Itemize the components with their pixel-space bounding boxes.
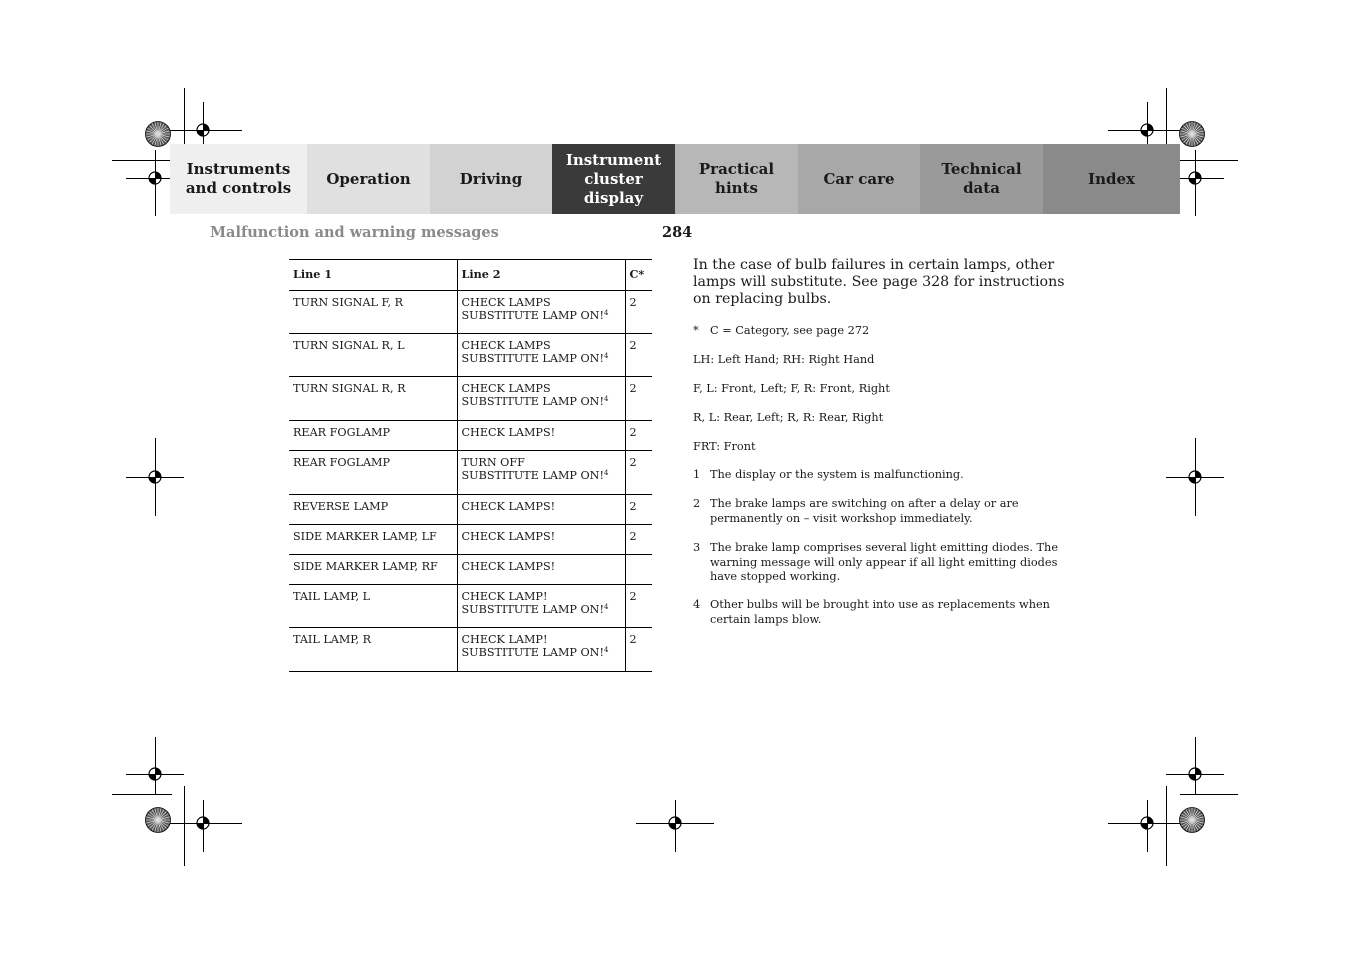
crop-line xyxy=(1180,794,1238,795)
cell-line1: TURN SIGNAL R, R xyxy=(289,377,457,421)
registration-mark-icon xyxy=(194,121,212,139)
footnote-text: The brake lamp comprises several light emitting diodes. The warning message will only appear if all light emitting diodes have stopped working. xyxy=(710,541,1059,583)
section-title: Malfunction and warning messages xyxy=(210,224,499,241)
crop-line xyxy=(112,794,172,795)
cell-line1: TAIL LAMP, R xyxy=(289,628,457,672)
cell-category: 2 xyxy=(629,500,637,513)
registration-mark-icon xyxy=(666,814,684,832)
footnote-ref: 4 xyxy=(603,646,609,654)
cell-line2 xyxy=(457,421,625,451)
cell-line2-text: CHECK LAMPS! xyxy=(461,560,556,573)
crop-line xyxy=(112,160,172,161)
table-row xyxy=(289,377,652,421)
footnote-item xyxy=(693,324,1063,339)
registration-mark-icon xyxy=(146,169,164,187)
registration-mark-icon xyxy=(146,468,164,486)
tab-practical-hints[interactable] xyxy=(675,144,798,214)
footnote-text: Other bulbs will be brought into use as replacements when certain lamps blow. xyxy=(710,598,1050,626)
cell-line2-text: SUBSTITUTE LAMP ON! xyxy=(461,309,604,322)
color-rosette-icon xyxy=(1179,121,1205,147)
footnote-number: 3 xyxy=(693,541,701,554)
cell-line2-text: CHECK LAMPS xyxy=(461,382,551,395)
footnote-item xyxy=(693,598,1063,627)
cell-line2 xyxy=(457,555,625,585)
crop-line xyxy=(184,786,185,866)
footnote-number: 2 xyxy=(693,497,701,510)
cell-line2 xyxy=(457,377,625,421)
cell-line2-text: SUBSTITUTE LAMP ON! xyxy=(461,646,604,659)
footnote-number: * xyxy=(693,324,699,337)
abbreviation-item xyxy=(693,382,1063,397)
cell-line1: REVERSE LAMP xyxy=(289,495,457,525)
abbreviation-text: F, L: Front, Left; F, R: Front, Right xyxy=(693,382,890,395)
registration-mark-icon xyxy=(146,765,164,783)
tab-label: Instruments and controls xyxy=(185,160,292,197)
tab-instrument-cluster-display[interactable] xyxy=(552,144,675,214)
cell-line2-text: CHECK LAMPS! xyxy=(461,500,556,513)
cell-line2 xyxy=(457,451,625,495)
color-rosette-icon xyxy=(145,121,171,147)
table-row xyxy=(289,628,652,672)
cell-line2 xyxy=(457,628,625,672)
tab-label: Instrument cluster display xyxy=(565,150,662,207)
cell-line1: TAIL LAMP, L xyxy=(289,585,457,628)
cell-line2 xyxy=(457,585,625,628)
cell-line2-text: SUBSTITUTE LAMP ON! xyxy=(461,603,604,616)
abbreviation-text: FRT: Front xyxy=(693,440,756,453)
cell-line1: REAR FOGLAMP xyxy=(289,421,457,451)
abbreviation-item xyxy=(693,353,1063,368)
cell-line2-text: CHECK LAMPS xyxy=(461,296,551,309)
registration-mark-icon xyxy=(194,814,212,832)
cell-line2 xyxy=(457,495,625,525)
footnote-text: The display or the system is malfunctioning. xyxy=(710,468,964,481)
tab-label: Driving xyxy=(459,169,523,188)
abbreviation-item xyxy=(693,411,1063,426)
footnote-ref: 4 xyxy=(603,352,609,360)
column-header-category: C* xyxy=(629,267,645,281)
tab-driving[interactable] xyxy=(430,144,552,214)
footnote-number: 4 xyxy=(693,598,701,611)
tab-label: Index xyxy=(1088,169,1135,188)
cell-line2-text: SUBSTITUTE LAMP ON! xyxy=(461,352,604,365)
footnote-item xyxy=(693,541,1063,585)
cell-line1: TURN SIGNAL F, R xyxy=(289,291,457,334)
crop-line xyxy=(1180,160,1238,161)
tab-label: Practical hints xyxy=(698,160,775,197)
table-row xyxy=(289,585,652,628)
cell-line1: SIDE MARKER LAMP, RF xyxy=(289,555,457,585)
color-rosette-icon xyxy=(145,807,171,833)
cell-category: 2 xyxy=(629,426,637,439)
registration-mark-icon xyxy=(1138,121,1156,139)
abbreviation-text: LH: Left Hand; RH: Right Hand xyxy=(693,353,875,366)
registration-mark-icon xyxy=(1186,468,1204,486)
tab-operation[interactable] xyxy=(307,144,430,214)
cell-line2-text: CHECK LAMPS! xyxy=(461,426,556,439)
table-row xyxy=(289,334,652,377)
footnote-ref: 4 xyxy=(603,309,609,317)
registration-mark-icon xyxy=(1138,814,1156,832)
column-header-line1: Line 1 xyxy=(289,260,457,291)
cell-line2-text: SUBSTITUTE LAMP ON! xyxy=(461,469,604,482)
table-row xyxy=(289,525,652,555)
cell-line2-text: SUBSTITUTE LAMP ON! xyxy=(461,395,604,408)
cell-line2-text: CHECK LAMPS! xyxy=(461,530,556,543)
tab-label: Car care xyxy=(823,169,895,188)
tab-car-care[interactable] xyxy=(798,144,920,214)
cell-line2 xyxy=(457,334,625,377)
cell-line1: SIDE MARKER LAMP, LF xyxy=(289,525,457,555)
chapter-tab-bar xyxy=(170,144,1180,214)
cell-category: 2 xyxy=(629,382,637,395)
footnote-text: The brake lamps are switching on after a delay or are permanently on – visit workshop immediately. xyxy=(710,497,1019,525)
cell-category: 2 xyxy=(629,530,637,543)
tab-index[interactable] xyxy=(1043,144,1180,214)
crop-line xyxy=(1166,786,1167,866)
footnote-number: 1 xyxy=(693,468,701,481)
warning-messages-table xyxy=(289,259,652,672)
cell-category: 2 xyxy=(629,590,637,603)
table-row xyxy=(289,451,652,495)
tab-technical-data[interactable] xyxy=(920,144,1043,214)
footnote-ref: 4 xyxy=(603,395,609,403)
footnote-text: C = Category, see page 272 xyxy=(710,324,870,337)
page-number: 284 xyxy=(662,224,693,241)
cell-category: 2 xyxy=(629,296,637,309)
cell-line1: REAR FOGLAMP xyxy=(289,451,457,495)
cell-line2-text: CHECK LAMP! xyxy=(461,633,548,646)
cell-line2-text: CHECK LAMPS xyxy=(461,339,551,352)
tab-label: Technical data xyxy=(941,160,1022,197)
footnote-ref: 4 xyxy=(603,469,609,477)
registration-mark-icon xyxy=(1186,169,1204,187)
cell-line2-text: TURN OFF xyxy=(461,456,525,469)
table-row xyxy=(289,555,652,585)
abbreviation-item xyxy=(693,440,1063,455)
abbreviation-text: R, L: Rear, Left; R, R: Rear, Right xyxy=(693,411,884,424)
tab-instruments-and-controls[interactable] xyxy=(170,144,307,214)
table-row xyxy=(289,495,652,525)
cell-line1: TURN SIGNAL R, L xyxy=(289,334,457,377)
footnote-item xyxy=(693,497,1063,526)
cell-category: 2 xyxy=(629,633,637,646)
table-header-row xyxy=(289,260,652,291)
cell-line2 xyxy=(457,525,625,555)
cell-line2 xyxy=(457,291,625,334)
table-row xyxy=(289,291,652,334)
footnote-item xyxy=(693,468,1063,483)
tab-label: Operation xyxy=(326,169,411,188)
cell-category xyxy=(625,555,652,585)
color-rosette-icon xyxy=(1179,807,1205,833)
cell-category: 2 xyxy=(629,339,637,352)
intro-paragraph: In the case of bulb failures in certain lamps, other lamps will substitute. See page 328 for instructions on replacing bulbs. xyxy=(693,257,1065,307)
cell-line2-text: CHECK LAMP! xyxy=(461,590,548,603)
column-header-line2: Line 2 xyxy=(457,260,625,291)
cell-category: 2 xyxy=(629,456,637,469)
table-row xyxy=(289,421,652,451)
registration-mark-icon xyxy=(1186,765,1204,783)
footnote-ref: 4 xyxy=(603,603,609,611)
